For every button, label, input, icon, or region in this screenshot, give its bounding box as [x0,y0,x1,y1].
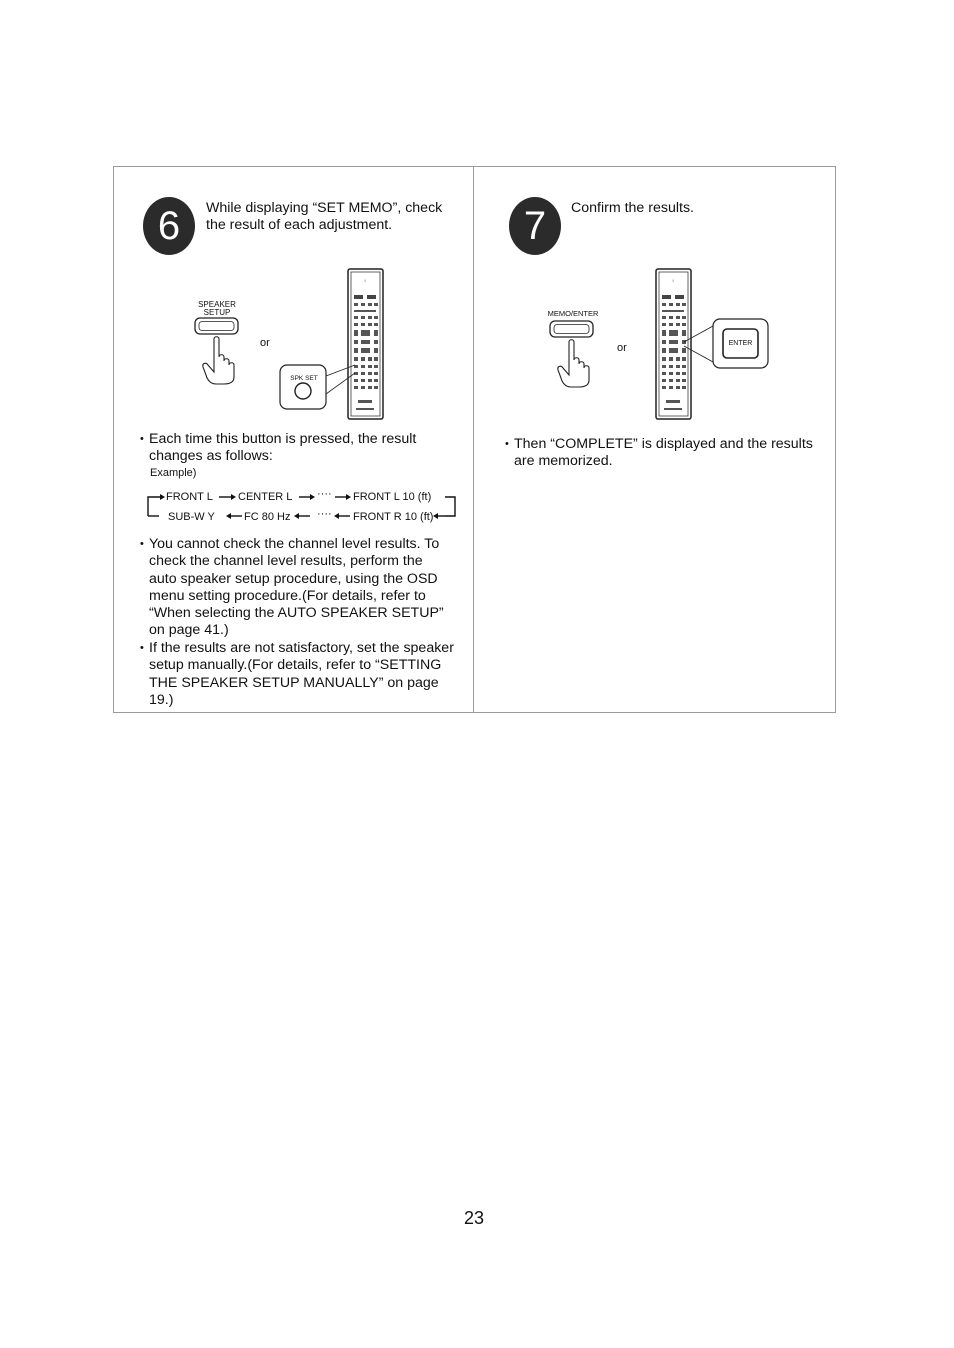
memo-enter-button-hand [549,320,595,388]
seq-sub-w: SUB-W Y [168,511,215,523]
page-number: 23 [464,1208,485,1228]
seq-center-l: CENTER L [238,491,293,503]
seq-front-l: FRONT L [166,491,213,503]
step-6-badge: 6 [143,197,195,255]
step-7-badge: 7 [509,197,561,255]
speaker-setup-button-hand [194,317,240,385]
step-7-or: or [617,342,627,354]
example-label: Example) [150,467,197,479]
svg-text:I: I [364,278,366,283]
seq-fc-80hz: FC 80 Hz [244,511,291,523]
step-6-instruction: While displaying “SET MEMO”, check the result of each adjustment. [206,200,443,233]
speaker-setup-label: SPEAKER SETUP [198,300,236,317]
seq-ellipsis-2: ···· [317,508,332,520]
column-divider [473,166,474,713]
seq-ellipsis-1: ···· [317,488,332,500]
memo-enter-label: MEMO/ENTER [547,309,599,318]
seq-front-r-10ft: FRONT R 10 (ft) [353,511,434,523]
spk-set-label: SPK SET [290,375,318,382]
step-7-instruction: Confirm the results. [571,200,694,216]
svg-text:I: I [672,278,674,283]
enter-label: ENTER [728,340,753,347]
seq-front-l-10ft: FRONT L 10 (ft) [353,491,432,503]
spk-set-callout [279,364,359,410]
step-6-or: or [260,337,270,349]
